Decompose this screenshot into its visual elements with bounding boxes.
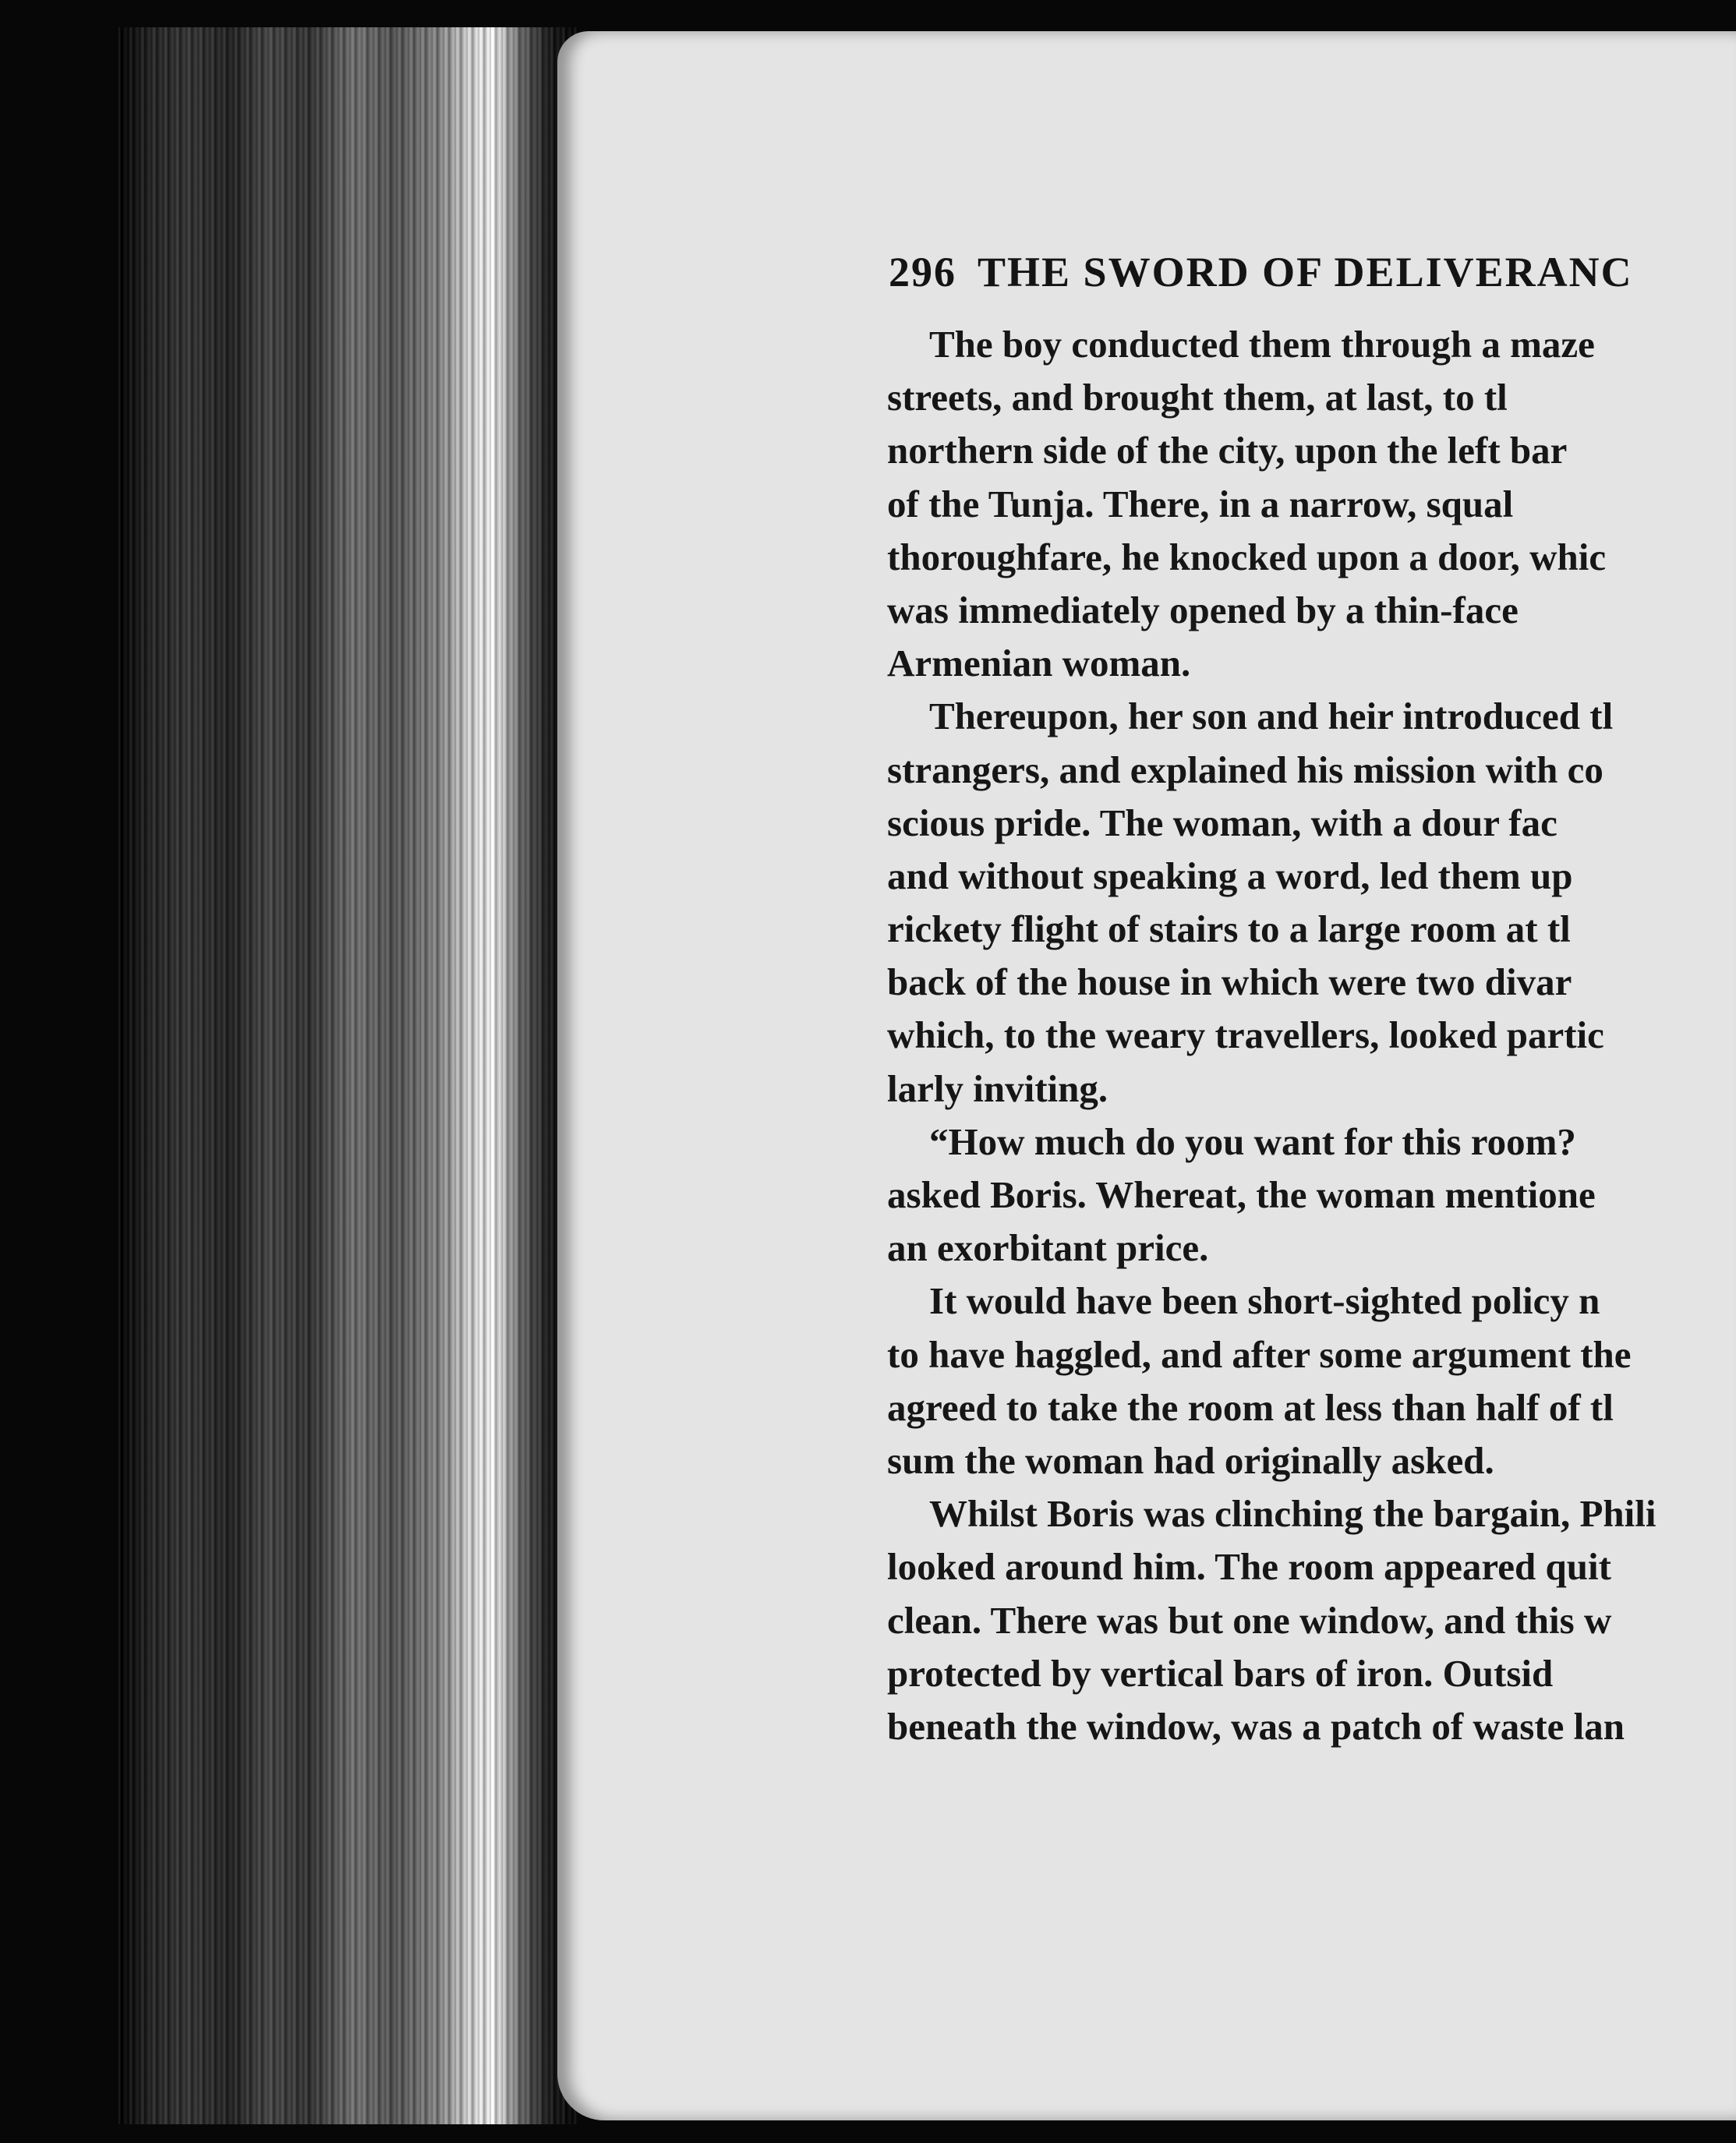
body-text bbox=[887, 318, 1736, 1877]
text-line: larly inviting. bbox=[887, 1066, 1108, 1110]
page-number: 296 bbox=[889, 249, 956, 295]
text-line: to have haggled, and after some argument the bbox=[887, 1332, 1632, 1376]
text-line: which, to the weary travellers, looked partic bbox=[887, 1013, 1604, 1057]
text-line: scious pride. The woman, with a dour fac bbox=[887, 801, 1557, 844]
paragraph bbox=[887, 1275, 1736, 1487]
text-line: protected by vertical bars of iron. Outsid bbox=[887, 1651, 1554, 1695]
running-title: THE SWORD OF DELIVERANC bbox=[978, 249, 1633, 295]
paragraph bbox=[887, 318, 1736, 690]
text-line: was immediately opened by a thin-face bbox=[887, 588, 1519, 631]
running-header bbox=[889, 248, 1654, 296]
text-line: The boy conducted them through a maze bbox=[929, 323, 1595, 366]
paragraph bbox=[887, 690, 1736, 1116]
text-line: looked around him. The room appeared quit bbox=[887, 1545, 1611, 1589]
text-line: an exorbitant price. bbox=[887, 1226, 1209, 1270]
paragraph bbox=[887, 1116, 1736, 1275]
text-line: “How much do you want for this room? bbox=[929, 1119, 1576, 1163]
text-line: clean. There was but one window, and this w bbox=[887, 1598, 1612, 1642]
text-line: Armenian woman. bbox=[887, 642, 1191, 685]
text-line: beneath the window, was a patch of waste lan bbox=[887, 1704, 1625, 1748]
text-line: asked Boris. Whereat, the woman mentione bbox=[887, 1173, 1596, 1216]
text-line: Thereupon, her son and heir introduced tl bbox=[929, 695, 1614, 738]
text-line: thoroughfare, he knocked upon a door, whic bbox=[887, 535, 1607, 578]
text-line: strangers, and explained his mission with co bbox=[887, 748, 1603, 791]
text-line: and without speaking a word, led them up bbox=[887, 854, 1573, 897]
text-line: agreed to take the room at less than half of tl bbox=[887, 1385, 1614, 1429]
book-page-edges bbox=[117, 27, 577, 2124]
text-line: rickety flight of stairs to a large room at tl bbox=[887, 907, 1571, 951]
text-line: Whilst Boris was clinching the bargain, Phili bbox=[929, 1492, 1656, 1536]
text-line: northern side of the city, upon the left bar bbox=[887, 429, 1568, 472]
paragraph bbox=[887, 1487, 1736, 1753]
text-line: of the Tunja. There, in a narrow, squal bbox=[887, 482, 1514, 525]
text-line: streets, and brought them, at last, to tl bbox=[887, 376, 1508, 419]
text-line: back of the house in which were two divar bbox=[887, 960, 1572, 1004]
text-line: It would have been short-sighted policy n bbox=[929, 1279, 1600, 1323]
text-line: sum the woman had originally asked. bbox=[887, 1438, 1494, 1482]
